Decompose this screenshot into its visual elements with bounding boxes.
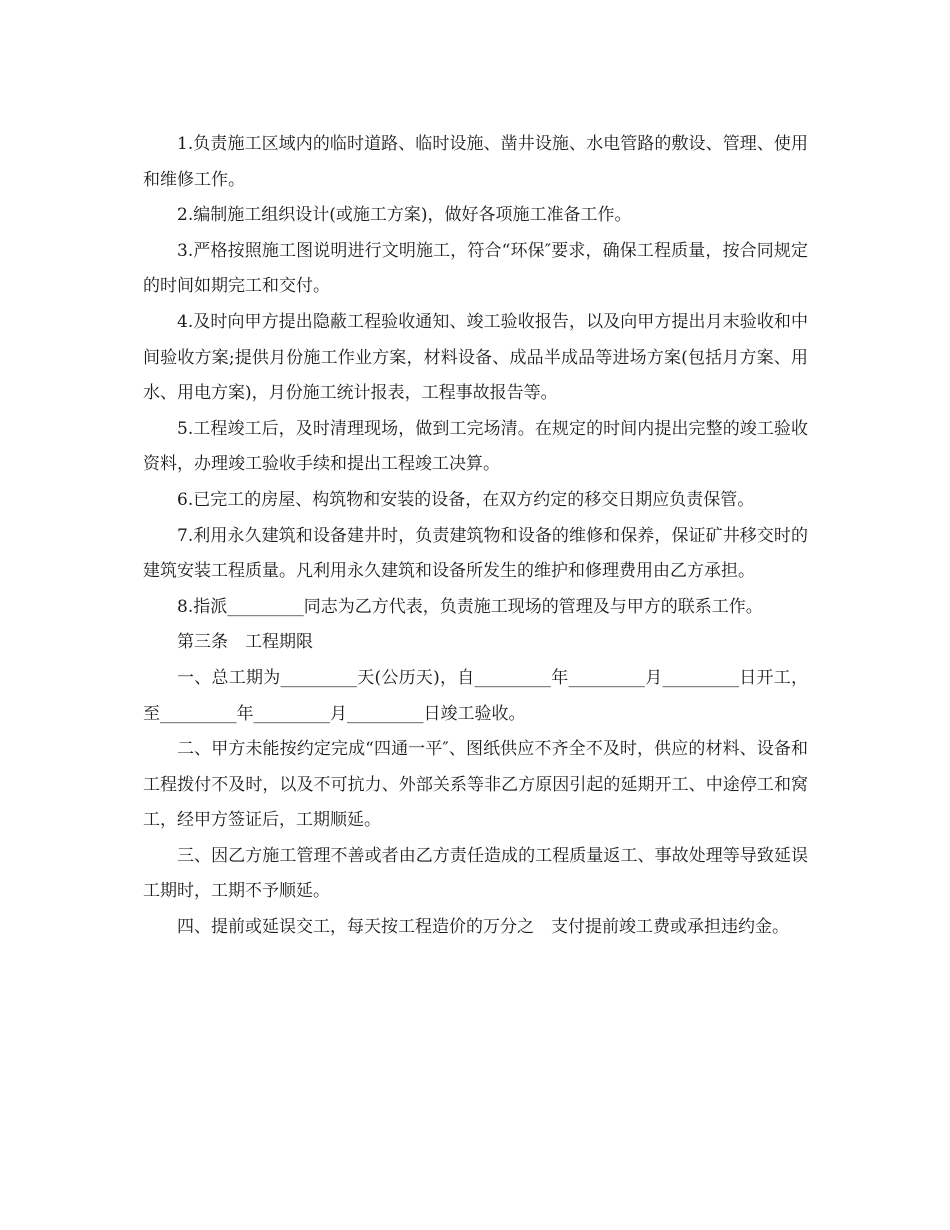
paragraph-term-2: 二、甲方未能按约定完成“四通一平″、图纸供应不齐全不及时，供应的材料、设备和工程拨付不及时，以及不可抗力、外部关系等非乙方原因引起的延期开工、中途停工和窝工，经甲方签证后，工期顺延。 xyxy=(143,739,808,831)
paragraph-duty-4: 4.及时向甲方提出隐蔽工程验收通知、竣工验收报告，以及向甲方提出月末验收和中间验收方案;提供月份施工作业方案，材料设备、成品半成品等进场方案(包括月方案、用水、用电方案)，月份施工统计报表，工程事故报告等。 xyxy=(143,311,808,404)
paragraph-duty-5: 5.工程竣工后，及时清理现场，做到工完场清。在规定的时间内提出完整的竣工验收资料，办理竣工验收手续和提出工程竣工决算。 xyxy=(143,418,808,475)
paragraph-term-1: 一、总工期为_________天(公历天)，自_________年_________月_________日开工，至_________年_________月_________日竣工验收。 xyxy=(143,667,808,724)
paragraph-duty-8: 8.指派_________同志为乙方代表，负责施工现场的管理及与甲方的联系工作。 xyxy=(177,596,763,617)
document-body xyxy=(143,127,808,946)
paragraph-duty-2: 2.编制施工组织设计(或施工方案)，做好各项施工准备工作。 xyxy=(177,205,632,226)
paragraph-duty-3: 3.严格按照施工图说明进行文明施工，符合“环保″要求，确保工程质量，按合同规定的时间如期完工和交付。 xyxy=(143,240,808,297)
paragraph-duty-7: 7.利用永久建筑和设备建井时，负责建筑物和设备的维修和保养，保证矿井移交时的建筑安装工程质量。凡利用永久建筑和设备所发生的维护和修理费用由乙方承担。 xyxy=(143,525,808,582)
paragraph-duty-1: 1.负责施工区域内的临时道路、临时设施、凿井设施、水电管路的敷设、管理、使用和维修工作。 xyxy=(143,134,808,190)
paragraph-term-3: 三、因乙方施工管理不善或者由乙方责任造成的工程质量返工、事故处理等导致延误工期时，工期不予顺延。 xyxy=(143,845,808,902)
paragraph-term-4: 四、提前或延误交工，每天按工程造价的万分之 支付提前竣工费或承担违约金。 xyxy=(177,917,789,938)
section-heading-article-3: 第三条 工程期限 xyxy=(177,632,313,653)
paragraph-duty-6: 6.已完工的房屋、构筑物和安装的设备，在双方约定的移交日期应负责保管。 xyxy=(177,489,755,510)
